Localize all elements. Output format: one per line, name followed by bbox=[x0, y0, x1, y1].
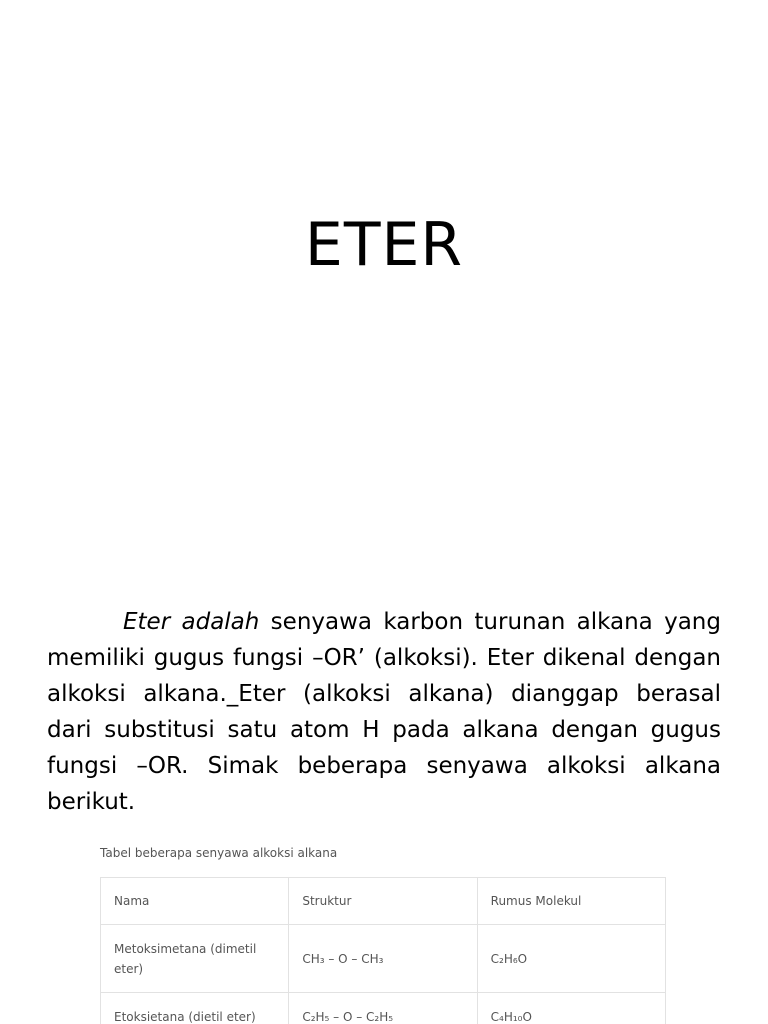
table-row bbox=[101, 925, 666, 993]
cell-structure: CH₃ – O – CH₃ bbox=[289, 925, 477, 993]
body-paragraph bbox=[47, 604, 721, 820]
cell-name: Metoksimetana (dimetil eter) bbox=[101, 925, 289, 993]
cell-formula: C₂H₆O bbox=[477, 925, 665, 993]
table-row bbox=[101, 993, 666, 1024]
lead-italic-text: Eter adalah bbox=[123, 609, 260, 635]
table-header-row bbox=[101, 878, 666, 925]
header-nama: Nama bbox=[101, 878, 289, 925]
table-caption: Tabel beberapa senyawa alkoksi alkana bbox=[100, 846, 338, 860]
header-rumus-molekul: Rumus Molekul bbox=[477, 878, 665, 925]
cell-name: Etoksietana (dietil eter) bbox=[101, 993, 289, 1024]
cell-structure: C₂H₅ – O – C₂H₅ bbox=[289, 993, 477, 1024]
paragraph-text: senyawa karbon turunan alkana yang memiliki gugus fungsi –OR’ (alkoksi). Eter dikenal dengan alkoksi alkana._Eter (alkoksi alkana) dianggap berasal dari substitusi satu atom H pada alkana dengan gugus fungsi –OR. Simak beberapa senyawa alkoksi alkana berikut. bbox=[47, 609, 721, 815]
header-struktur: Struktur bbox=[289, 878, 477, 925]
slide-title: ETER bbox=[304, 210, 464, 280]
cell-formula: C₄H₁₀O bbox=[477, 993, 665, 1024]
compound-table bbox=[100, 877, 666, 1024]
